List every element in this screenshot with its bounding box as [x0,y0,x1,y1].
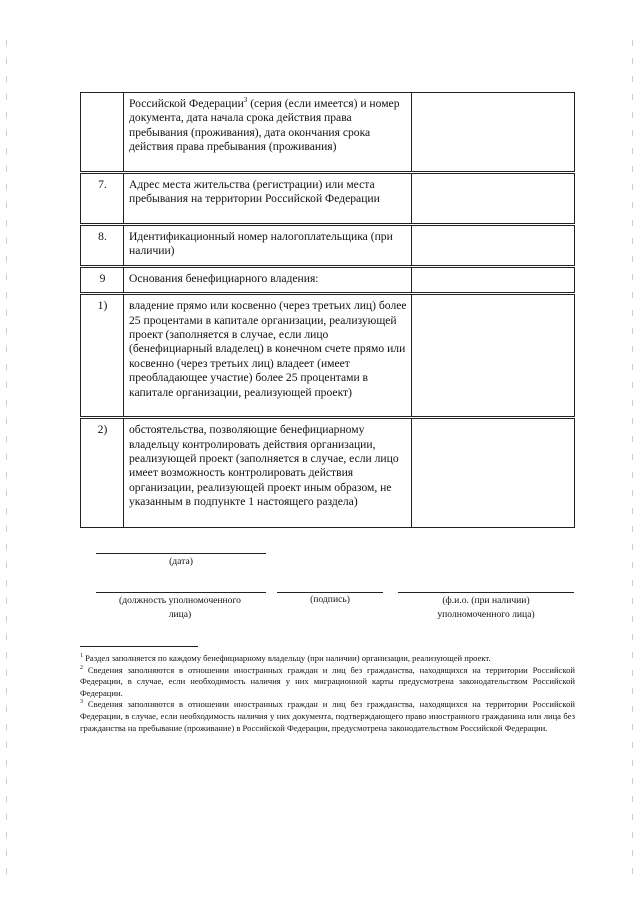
row-number: 1) [81,294,124,418]
table-row [81,266,575,293]
row-value-cell[interactable] [412,418,575,528]
row-value-cell[interactable] [412,173,575,225]
position-label: (должность уполномоченного лица) [119,595,241,620]
beneficiary-info-table [80,92,575,528]
row-text: Российской Федерации [129,97,244,110]
footnote-2: $^2$ Сведения заполняются в отношении иностранных граждан и лиц без гражданства, находящихся на территории Российской Федерации, в случае, если необходимость наличия у них миграционной карты предусмотрена законодательством Российской Федерации. [80,664,575,698]
footnote-3: $^3$ Сведения заполняются в отношении иностранных граждан и лиц без гражданства, находящихся на территории Российской Федерации, в случае, если необходимость наличия у них документа, подтверждающего право иностранного гражданина или лица без гражданства на пребывание (проживание) в Российской Федерации, предусмотрена законодательством Российской Федерации. [80,699,575,733]
row-number: 2) [81,418,124,528]
row-description: обстоятельства, позволяющие бенефициарному владельцу контролировать действия организации, реализующей проект (заполняется в случае, если лицо имеет возможность контролировать действия организации, реализующей проект иным образом, не указанным в подпункте 1 настоящего раздела) [124,418,412,528]
scan-edge-left [6,40,7,880]
table-row [81,173,575,225]
row-number: 8. [81,225,124,267]
row-value-cell[interactable] [412,294,575,418]
row-number: 7. [81,173,124,225]
row-description: Адрес места жительства (регистрации) или места пребывания на территории Российской Федерации [124,173,412,225]
signature-label: (подпись) [310,594,350,605]
footnote-ref: 3 [243,96,248,105]
date-line[interactable] [96,553,266,554]
full-name-label: (ф.и.о. (при наличии) уполномоченного лица) [437,595,535,620]
row-number: 9 [81,266,124,293]
footnote-1: $^1$ Раздел заполняется по каждому бенефициарному владельцу (при наличии) организации, реализующей проект. [80,653,491,663]
table-row [81,294,575,418]
row-description: Основания бенефициарного владения: [124,266,412,293]
row-value-cell[interactable] [412,266,575,293]
table-row [81,225,575,267]
row-value-cell[interactable] [412,93,575,173]
footnotes [80,653,575,734]
footnote-separator [80,646,198,647]
date-label: (дата) [169,556,193,567]
row-value-cell[interactable] [412,225,575,267]
table-row [81,93,575,173]
table-row [81,418,575,528]
row-text-cont: (серия (если имеется) и номер документа, дата начала срока действия права пребывания (проживания), дата окончания срока действия права пребывания (проживания) [129,97,400,154]
row-description: Идентификационный номер налогоплательщика (при наличии) [124,225,412,267]
row-number [81,93,124,173]
row-description [124,93,412,173]
full-name-line[interactable] [398,592,574,593]
scan-edge-right [632,40,633,880]
signature-line[interactable] [277,592,383,593]
row-description: владение прямо или косвенно (через третьих лиц) более 25 процентами в капитале организации, реализующей проект (заполняется в случае, если лицо (бенефициарный владелец) в конечном счете прямо или косвенно (через третьих лиц) владеет (имеет преобладающее участие) более 25 процентами в капитале организации, реализующей проект) [124,294,412,418]
position-line[interactable] [96,592,266,593]
